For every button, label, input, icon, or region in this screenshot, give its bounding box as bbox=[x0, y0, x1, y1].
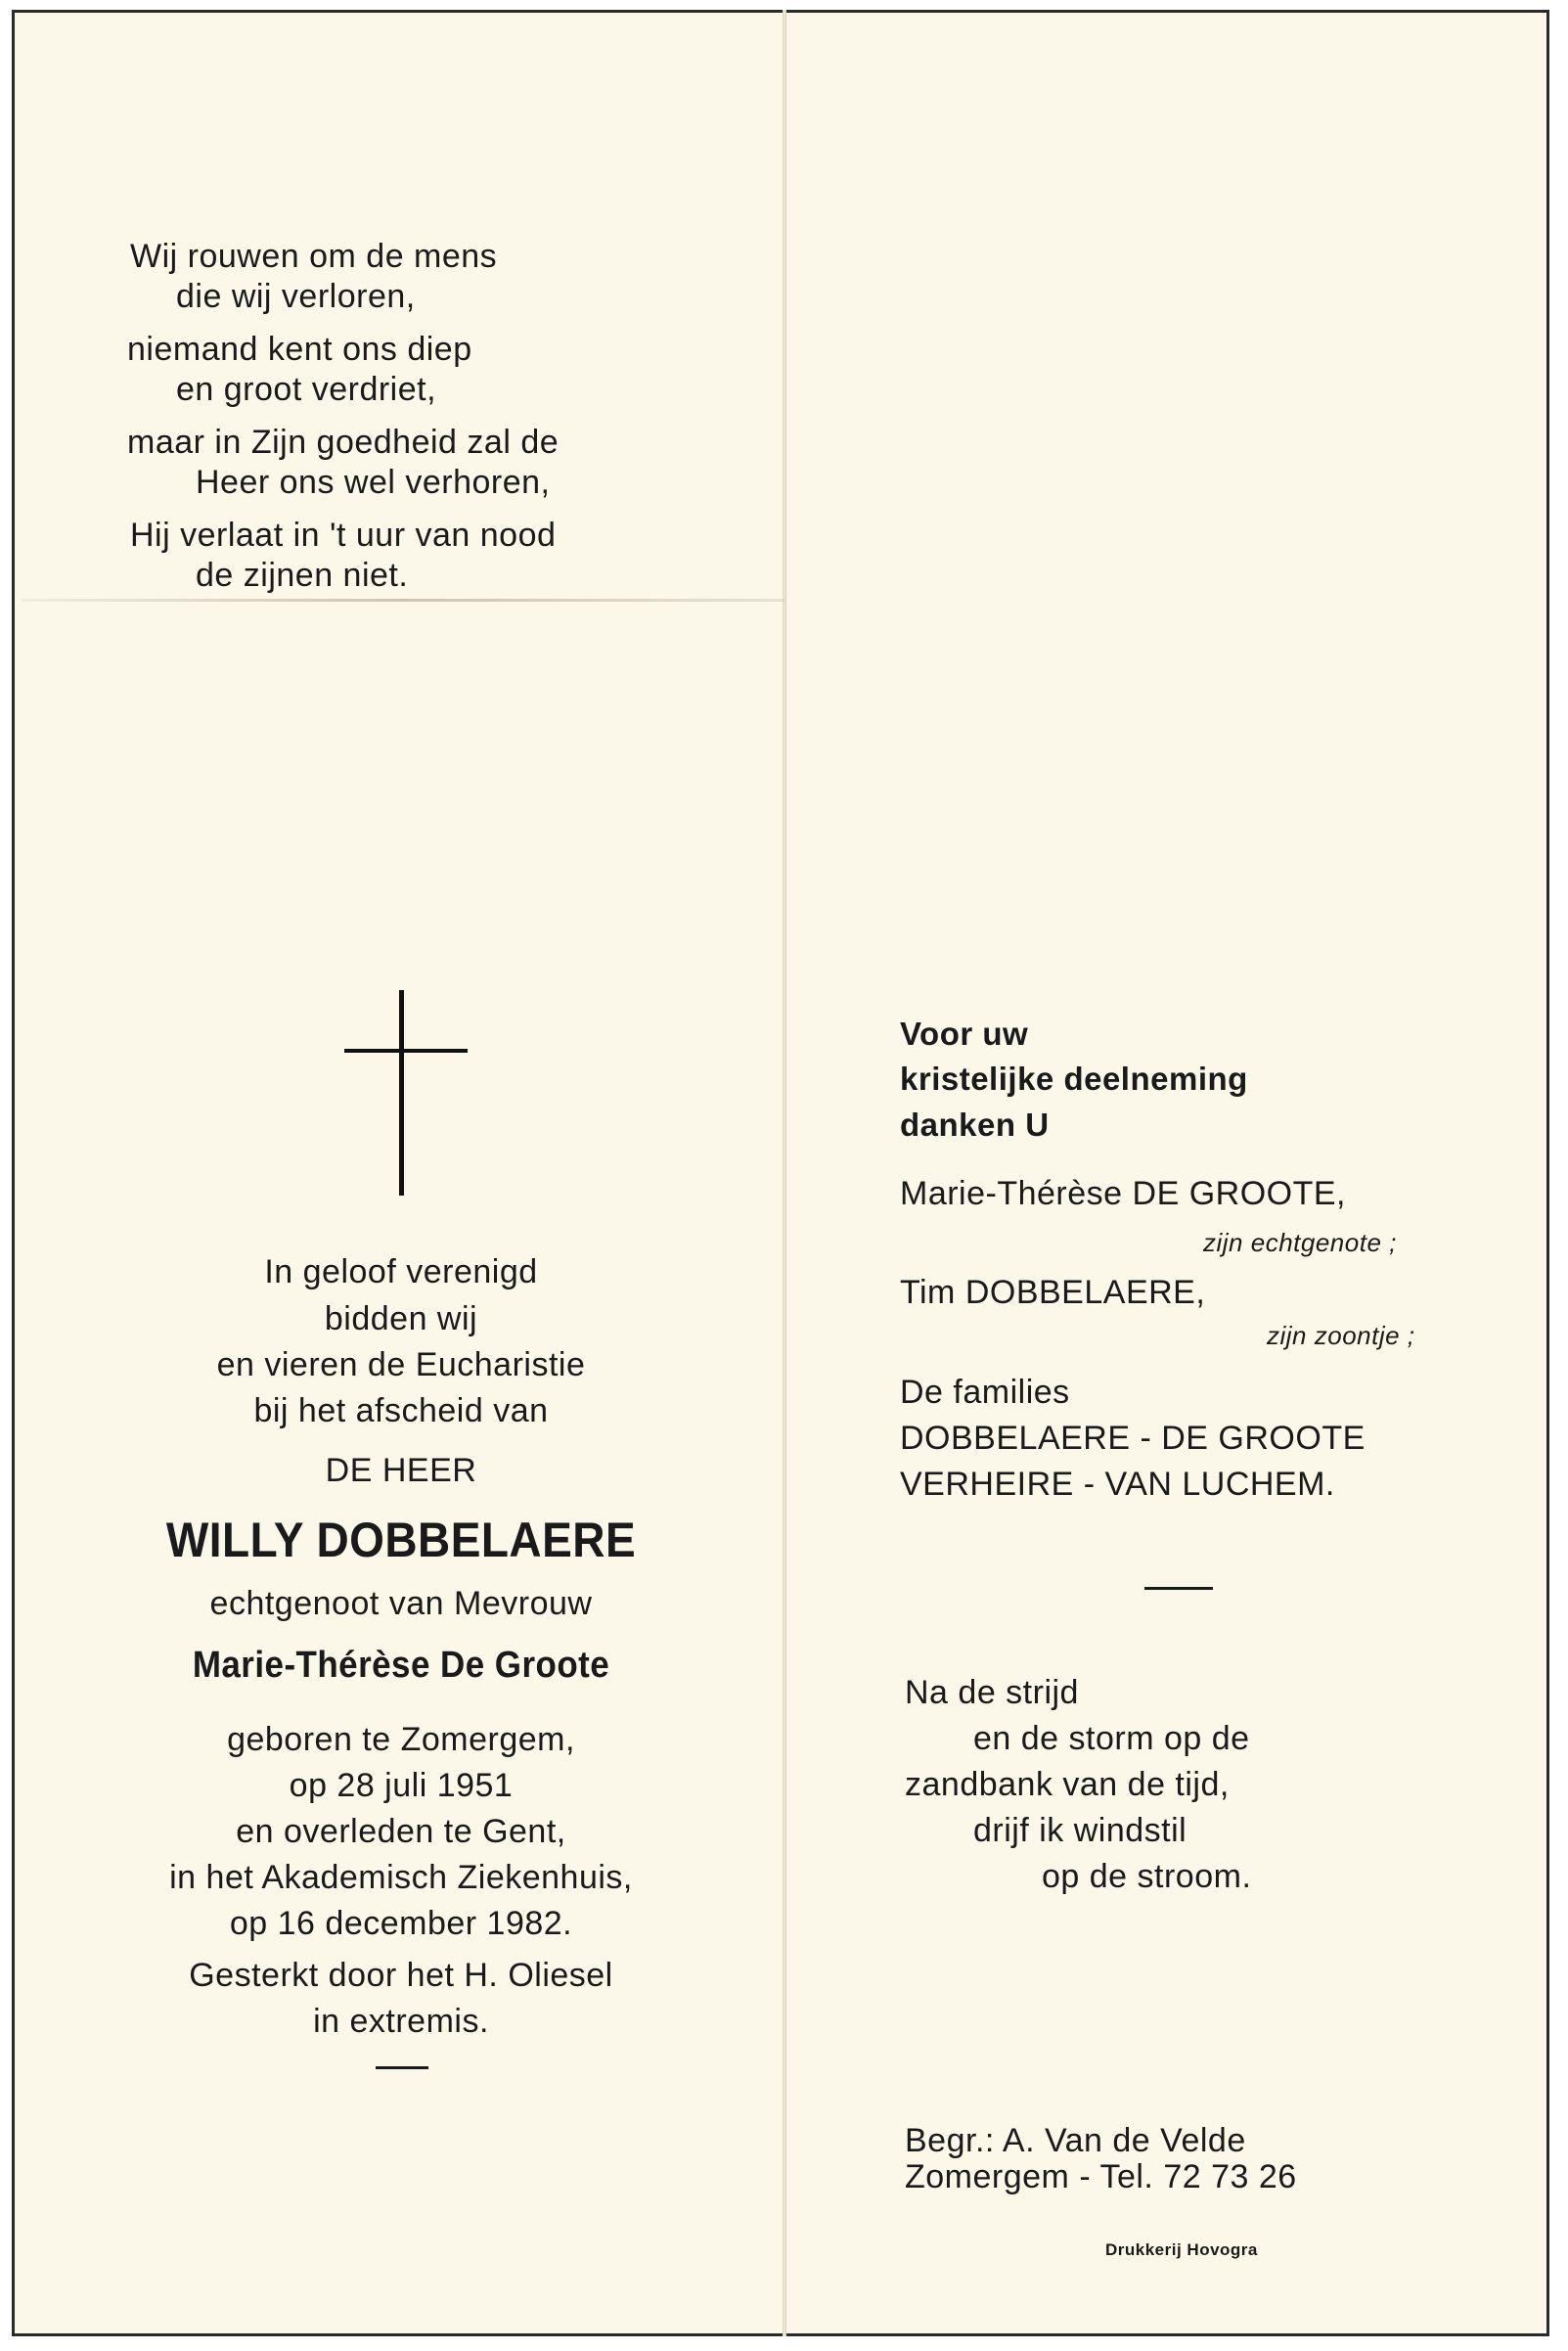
family-wife: Marie-Thérèse DE GROOTE, bbox=[900, 1175, 1346, 1212]
poem-top-line-2: die wij verloren, bbox=[176, 278, 416, 315]
family-wife-role: zijn echtgenote ; bbox=[1203, 1228, 1397, 1257]
title-prefix: DE HEER bbox=[325, 1452, 477, 1489]
intro-line-1: In geloof verenigd bbox=[264, 1253, 538, 1290]
detail-line-1: geboren te Zomergem, bbox=[227, 1721, 575, 1758]
families-label: De families bbox=[900, 1374, 1070, 1411]
intro-line-3: en vieren de Eucharistie bbox=[216, 1346, 586, 1383]
deceased-name: WILLY DOBBELAERE bbox=[165, 1513, 637, 1567]
intro-line-2: bidden wij bbox=[324, 1300, 478, 1337]
poem-bottom-line-1: Na de strijd bbox=[905, 1674, 1079, 1711]
spouse-name: Marie-Thérèse De Groote bbox=[192, 1645, 610, 1686]
cross-icon bbox=[399, 990, 404, 1196]
detail-line-4: in het Akademisch Ziekenhuis, bbox=[169, 1859, 633, 1896]
poem-top-line-4: en groot verdriet, bbox=[176, 371, 437, 408]
poem-top-line-7: Hij verlaat in 't uur van nood bbox=[130, 517, 557, 554]
family-line-2: VERHEIRE - VAN LUCHEM. bbox=[900, 1466, 1335, 1503]
cross-icon-bar bbox=[344, 1049, 468, 1053]
detail-line-2: op 28 juli 1951 bbox=[289, 1767, 514, 1804]
family-line-1: DOBBELAERE - DE GROOTE bbox=[900, 1420, 1366, 1457]
printer-credit: Drukkerij Hovogra bbox=[1105, 2240, 1258, 2259]
undertaker-line-2: Zomergem - Tel. 72 73 26 bbox=[905, 2158, 1297, 2195]
divider-right bbox=[1144, 1587, 1213, 1590]
poem-top-line-5: maar in Zijn goedheid zal de bbox=[127, 424, 560, 461]
paper-crease bbox=[22, 599, 784, 602]
poem-top-line-3: niemand kent ons diep bbox=[127, 331, 472, 368]
spouse-line: echtgenoot van Mevrouw bbox=[209, 1585, 593, 1622]
divider-left bbox=[376, 2066, 428, 2069]
poem-top-line-6: Heer ons wel verhoren, bbox=[196, 464, 551, 501]
detail-line-5: op 16 december 1982. bbox=[229, 1905, 573, 1942]
family-son: Tim DOBBELAERE, bbox=[900, 1274, 1206, 1311]
thanks-line-1: Voor uw bbox=[900, 1016, 1029, 1052]
thanks-line-3: danken U bbox=[900, 1107, 1050, 1143]
intro-line-4: bij het afscheid van bbox=[253, 1392, 549, 1429]
center-fold bbox=[783, 10, 786, 2336]
thanks-line-2: kristelijke deelneming bbox=[900, 1061, 1248, 1097]
poem-top-line-8: de zijnen niet. bbox=[196, 557, 409, 594]
detail-line-7: in extremis. bbox=[313, 2003, 489, 2040]
detail-line-6: Gesterkt door het H. Oliesel bbox=[189, 1957, 613, 1994]
poem-bottom-line-3: zandbank van de tijd, bbox=[905, 1766, 1230, 1803]
family-son-role: zijn zoontje ; bbox=[1267, 1321, 1415, 1350]
poem-bottom-line-2: en de storm op de bbox=[973, 1720, 1250, 1757]
detail-line-3: en overleden te Gent, bbox=[236, 1813, 566, 1850]
poem-top-line-1: Wij rouwen om de mens bbox=[130, 238, 498, 275]
poem-bottom-line-5: op de stroom. bbox=[1042, 1858, 1252, 1895]
undertaker-line-1: Begr.: A. Van de Velde bbox=[905, 2122, 1246, 2159]
poem-bottom-line-4: drijf ik windstil bbox=[973, 1812, 1187, 1849]
